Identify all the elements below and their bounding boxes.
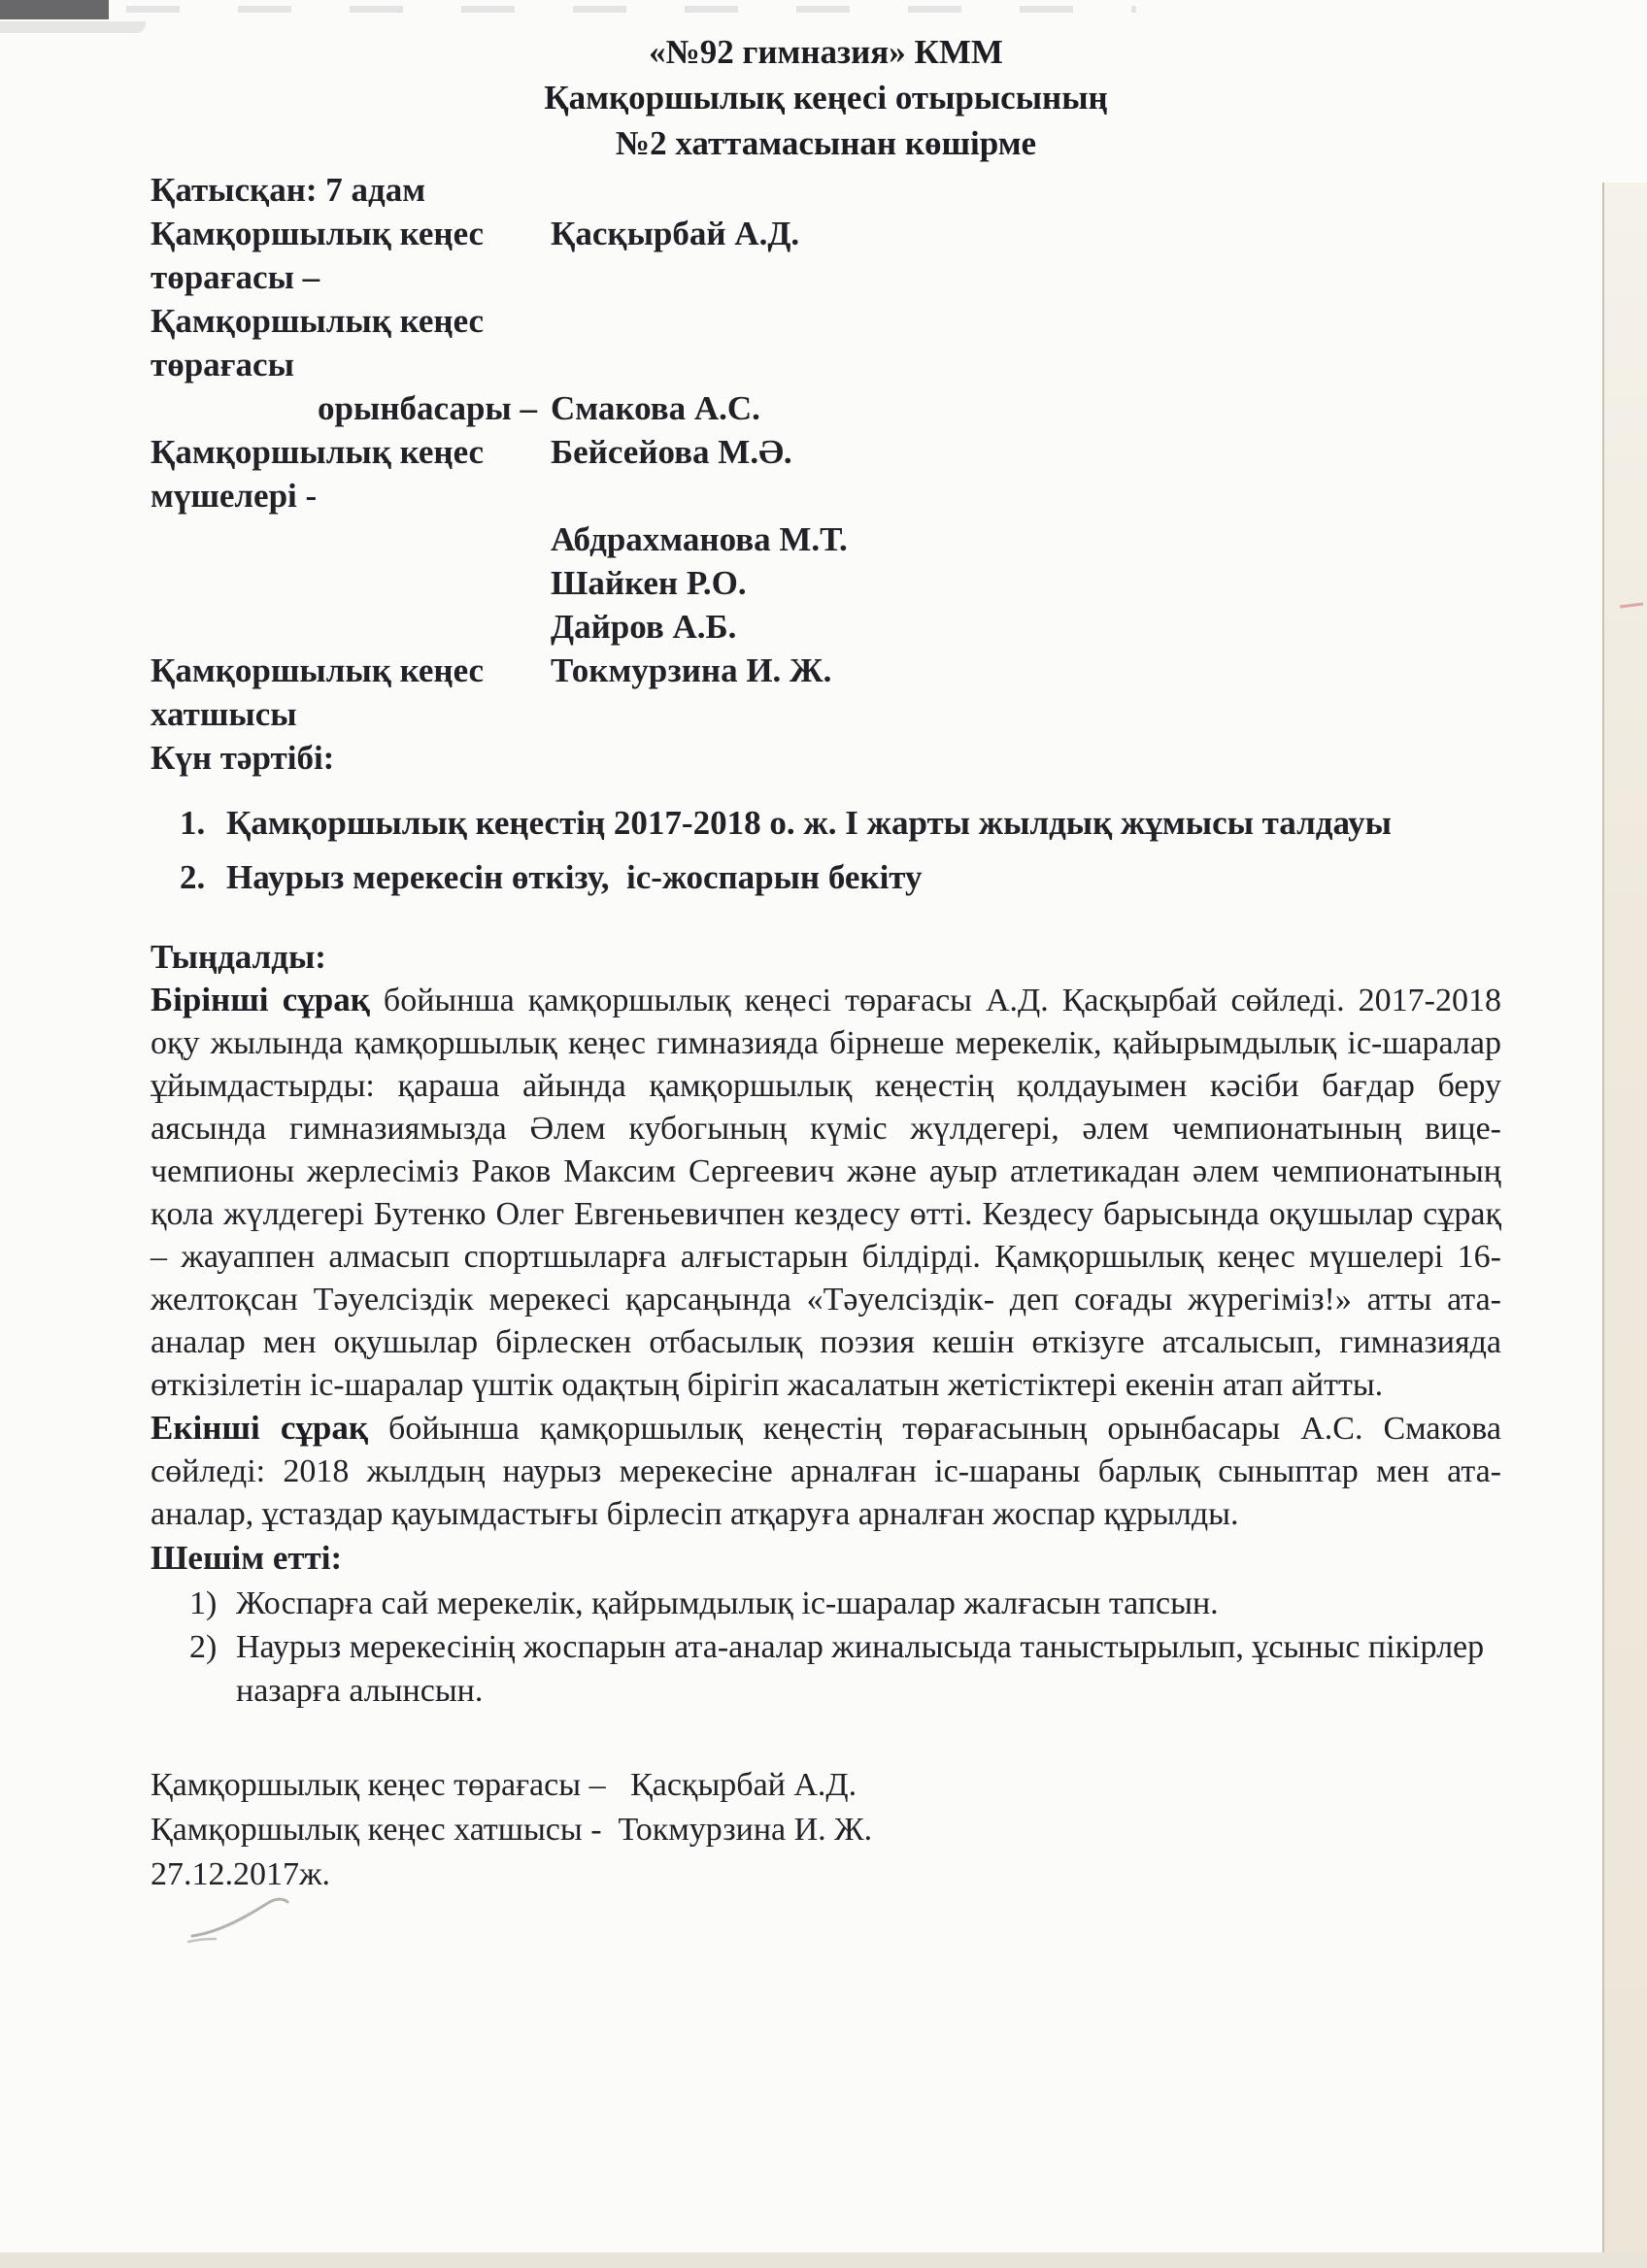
title-line-council: Қамқоршылық кеңесі отырысының	[544, 79, 1108, 117]
roster-row-member-2	[151, 517, 1501, 561]
decision-heading: Шешім етті:	[151, 1539, 343, 1577]
document-date: 27.12.2017ж.	[151, 1856, 330, 1892]
attendance-count: Қатысқан: 7 адам	[151, 171, 426, 209]
decision-item-text: Наурыз мерекесінің жоспарын ата-аналар жиналысыда таныстырылып, ұсыныс пікірлер назарға алынсын.	[236, 1629, 1485, 1709]
roster-name: Бейсейова М.Ә.	[551, 433, 792, 471]
decision-item-number: 1)	[189, 1585, 218, 1621]
agenda-item-2	[180, 853, 1501, 902]
paragraph-lead: Екінші сұрақ	[151, 1409, 369, 1447]
signature-secretary: Қамқоршылық кеңес хатшысы - Токмурзина И. Ж.	[151, 1812, 873, 1848]
roster-row-secretary	[151, 649, 1501, 736]
pencil-mark-artifact	[186, 1893, 313, 1944]
decision-item-2	[189, 1625, 1501, 1713]
roster-row-chair	[151, 212, 1501, 299]
roster-role: орынбасары –	[318, 389, 537, 427]
paragraph-text: бойынша қамқоршылық кеңестің төрағасының орынбасары А.С. Смакова сөйледі: 2018 жылдың наурыз мерекесіне арналған іс-шараны барлық сыныптар мен ата-аналар, ұстаздар қауымдастығы бірлесіп атқаруға арналған жоспар құрылды.	[151, 1411, 1501, 1532]
title-line-protocol: №2 хаттамасынан көшірме	[615, 124, 1037, 162]
agenda-item-number: 2.	[180, 858, 206, 896]
agenda-heading: Күн тәртібі:	[151, 739, 335, 777]
title-line-org: «№92 гимназия» КММ	[649, 33, 1003, 71]
roster-role: Қамқоршылық кеңес төрағасы –	[151, 215, 485, 296]
roster-role	[151, 561, 551, 605]
decision-item-text: Жоспарға сай мерекелік, қайрымдылық іс-шаралар жалғасын тапсын.	[236, 1585, 1219, 1621]
roster-row-member-1	[151, 430, 1501, 517]
paragraph-first-question	[151, 979, 1501, 1407]
roster-role: Қамқоршылық кеңес хатшысы	[151, 651, 485, 733]
heard-heading: Тыңдалды:	[151, 938, 326, 976]
decision-item-number: 2)	[189, 1629, 218, 1665]
agenda-item-text: Наурыз мерекесін өткізу, іс-жоспарын бекіту	[226, 858, 923, 896]
roster-name: Смакова А.С.	[551, 389, 760, 427]
decision-item-1	[189, 1582, 1501, 1625]
roster-row-member-3	[151, 561, 1501, 605]
roster-role: Қамқоршылық кеңес төрағасы	[151, 302, 485, 384]
decision-list	[189, 1582, 1501, 1713]
roster-role: Қамқоршылық кеңес мүшелері -	[151, 433, 485, 515]
scan-bottom-shadow	[0, 2252, 1647, 2268]
roster-name: Абдрахманова М.Т.	[551, 520, 848, 558]
signature-chair: Қамқоршылық кеңес төрағасы – Қасқырбай А.Д.	[151, 1767, 857, 1803]
agenda-item-number: 1.	[180, 804, 206, 842]
agenda-item-text: Қамқоршылық кеңестің 2017-2018 о. ж. I жарты жылдық жұмысы талдауы	[226, 804, 1392, 842]
roster-role	[151, 517, 551, 561]
signature-block	[151, 1763, 1501, 1897]
roster-name: Дайров А.Б.	[551, 608, 737, 646]
paragraph-lead: Бірінші сұрақ	[151, 981, 370, 1018]
roster-name: Шайкен Р.О.	[551, 564, 747, 602]
paragraph-second-question	[151, 1407, 1501, 1536]
agenda-list	[180, 799, 1501, 902]
roster-row-member-4	[151, 605, 1501, 649]
agenda-item-1	[180, 799, 1501, 848]
roster-row-deputy	[151, 386, 1501, 430]
roster-row-deputy-role	[151, 299, 1501, 386]
roster-role	[151, 605, 551, 649]
roster-name: Қасқырбай А.Д.	[551, 215, 800, 252]
paragraph-text: бойынша қамқоршылық кеңесі төрағасы А.Д. Қасқырбай сөйледі. 2017-2018 оқу жылында қамқоршылық кеңес гимназияда бірнеше мерекелік, қайырымдылық іс-шаралар ұйымдастырды: қараша айында қамқоршылық кеңестің қолдауымен кәсіби бағдар беру аясында гимназиямызда Әлем кубогының күміс жүлдегері, әлем чемпионатының вице-чемпионы жерлесіміз Раков Максим Сергеевич және ауыр атлетикадан әлем чемпионатының қола жүлдегері Бутенко Олег Евгеньевичпен кездесу өтті. Кездесу барысында оқушылар сұрақ – жауаппен алмасып спортшыларға алғыстарын білдірді. Қамқоршылық кеңес мүшелері 16-желтоқсан Тәуелсіздік мерекесі қарсаңында «Тәуелсіздік- деп соғады жүрегіміз!» атты ата-аналар мен оқушылар бірлескен отбасылық поэзия кешін өткізуге атсалысып, гимназияда өткізілетін іс-шаралар үштік одақтың бірігіп жасалатын жетістіктері екенін атап айтты.	[151, 983, 1501, 1403]
roster-name: Токмурзина И. Ж.	[551, 651, 832, 689]
document-title	[151, 29, 1501, 166]
roster-name	[551, 299, 1501, 386]
